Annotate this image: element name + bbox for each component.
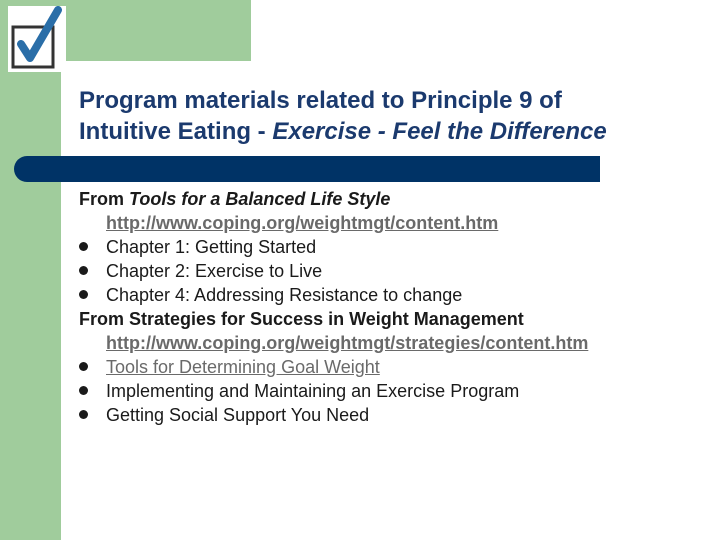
- section1-prefix: From: [79, 189, 130, 209]
- section2-list-item: [79, 403, 709, 427]
- section2-item-label: Implementing and Maintaining an Exercise Program: [106, 381, 520, 401]
- section2-list-item[interactable]: [79, 355, 709, 379]
- section2-list-item: [79, 379, 709, 403]
- section1-item-label: Chapter 2: Exercise to Live: [106, 261, 323, 281]
- bullet-dot-icon: [79, 386, 88, 395]
- section1-list-item: [79, 283, 709, 307]
- goal-weight-link[interactable]: Tools for Determining Goal Weight: [106, 357, 380, 377]
- section1-heading: [79, 187, 709, 211]
- section1-url-link[interactable]: http://www.coping.org/weightmgt/content.htm: [106, 213, 499, 233]
- slide-title: [79, 85, 709, 147]
- title-line-1: Program materials related to Principle 9 of: [79, 87, 562, 114]
- section2-source: Strategies for Success in Weight Management: [129, 309, 524, 329]
- section2-url-link[interactable]: http://www.coping.org/weightmgt/strategies/content.htm: [106, 333, 589, 353]
- title-line-2-italic: Exercise - Feel the Difference: [272, 118, 607, 145]
- left-decorative-band: [0, 0, 61, 540]
- section2-prefix: From: [79, 309, 130, 329]
- section1-item-label: Chapter 1: Getting Started: [106, 237, 317, 257]
- section1-list-item: [79, 235, 709, 259]
- bullet-dot-icon: [79, 266, 88, 275]
- section1-source: Tools for a Balanced Life Style: [129, 189, 391, 209]
- section2-item-label: Getting Social Support You Need: [106, 405, 370, 425]
- checkbox-checkmark-icon: [8, 6, 66, 72]
- title-divider-bar: [14, 156, 600, 182]
- bullet-dot-icon: [79, 242, 88, 251]
- title-line-2-prefix: Intuitive Eating -: [79, 118, 273, 145]
- top-decorative-band: [61, 0, 251, 61]
- bullet-dot-icon: [79, 410, 88, 419]
- section2-heading: [79, 307, 709, 331]
- section1-item-label: Chapter 4: Addressing Resistance to change: [106, 285, 463, 305]
- bullet-dot-icon: [79, 362, 88, 371]
- slide-body: [79, 187, 709, 427]
- bullet-dot-icon: [79, 290, 88, 299]
- section1-list-item: [79, 259, 709, 283]
